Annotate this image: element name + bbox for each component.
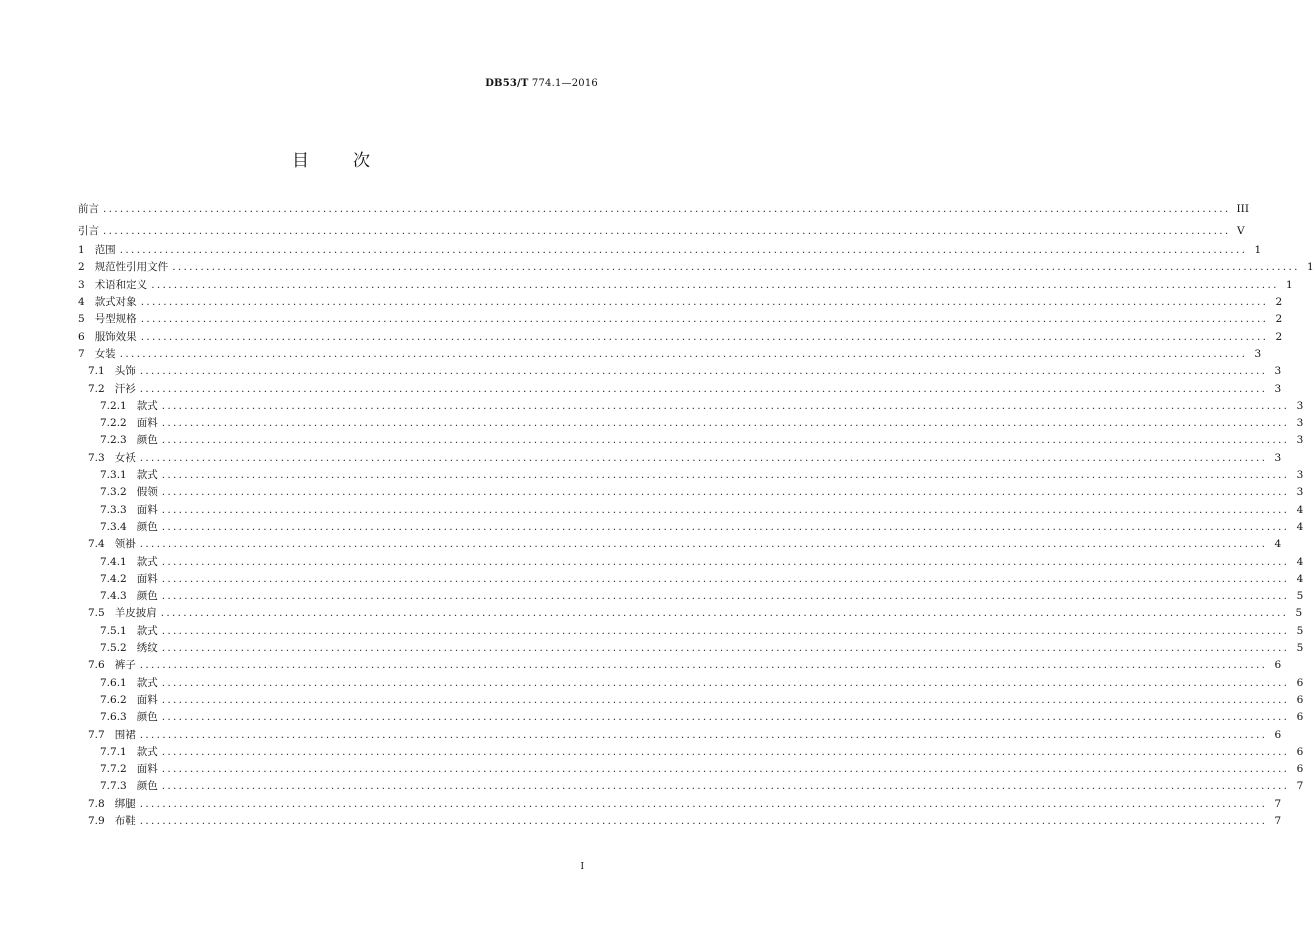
toc-entry-page: 4 bbox=[1296, 572, 1304, 585]
toc-leader-dots: ........................................................................................................................................................................................................ bbox=[161, 590, 1290, 603]
toc-leader-dots: ........................................................................................................................................................................................................ bbox=[161, 503, 1290, 516]
toc-leader-dots: ........................................................................................................................................................................................................ bbox=[139, 797, 1268, 810]
toc-entry[interactable] bbox=[78, 813, 1282, 830]
toc-entry-number: 7.4.2 bbox=[100, 572, 127, 585]
toc-entry-label: 面料 bbox=[136, 503, 158, 516]
toc-leader-dots: ........................................................................................................................................................................................................ bbox=[161, 693, 1290, 706]
toc-entry-number: 7.3.4 bbox=[100, 520, 127, 533]
toc-entry-number: 7.7.3 bbox=[100, 780, 127, 793]
toc-leader-dots: ........................................................................................................................................................................................................ bbox=[139, 659, 1268, 672]
toc-entry-page: 5 bbox=[1295, 607, 1303, 620]
toc-leader-dots: ........................................................................................................................................................................................................ bbox=[161, 780, 1290, 793]
toc-entry-number: 7.2.1 bbox=[100, 399, 127, 412]
toc-entry-page: 7 bbox=[1296, 780, 1304, 793]
toc-entry[interactable] bbox=[78, 415, 1304, 432]
toc-entry-label: 款式对象 bbox=[94, 296, 137, 309]
toc-entry[interactable] bbox=[78, 657, 1282, 674]
toc-leader-dots: ........................................................................................................................................................................................................ bbox=[139, 451, 1268, 464]
toc-entry-page: 1 bbox=[1286, 278, 1293, 291]
toc-entry[interactable] bbox=[78, 588, 1304, 605]
toc-leader-dots: ........................................................................................................................................................................................................ bbox=[119, 244, 1248, 257]
toc-entry[interactable] bbox=[78, 623, 1304, 640]
toc-entry-page: 3 bbox=[1274, 365, 1282, 378]
toc-entry[interactable] bbox=[78, 692, 1304, 709]
toc-leader-dots: ........................................................................................................................................................................................................ bbox=[161, 745, 1290, 758]
toc-entry-label: 领褂 bbox=[114, 538, 136, 551]
toc-entry[interactable] bbox=[78, 277, 1293, 294]
document-code-prefix: DB53/T bbox=[485, 78, 529, 89]
toc-leader-dots: ........................................................................................................................................................................................................ bbox=[161, 486, 1290, 499]
toc-entry[interactable] bbox=[78, 605, 1303, 622]
toc-leader-dots: ........................................................................................................................................................................................................ bbox=[139, 538, 1268, 551]
toc-entry-label: 号型规格 bbox=[94, 313, 137, 326]
toc-entry-page: 3 bbox=[1296, 434, 1304, 447]
toc-entry-label: 颜色 bbox=[136, 711, 158, 724]
toc-entry-page: 6 bbox=[1274, 659, 1282, 672]
toc-entry-number: 7.4 bbox=[88, 538, 105, 551]
toc-entry[interactable] bbox=[78, 467, 1304, 484]
toc-entry-number: 7.3.3 bbox=[100, 503, 127, 516]
toc-entry-label: 羊皮披肩 bbox=[114, 607, 157, 620]
toc-title-char-2: 次 bbox=[353, 151, 370, 171]
toc-entry[interactable] bbox=[78, 363, 1282, 380]
toc-leader-dots: ........................................................................................................................................................................................................ bbox=[161, 711, 1290, 724]
toc-entry-number: 2 bbox=[78, 261, 85, 274]
toc-entry-number: 7.7.1 bbox=[100, 745, 127, 758]
toc-entry-label: 假领 bbox=[136, 486, 158, 499]
toc-leader-dots: ........................................................................................................................................................................................................ bbox=[103, 203, 1231, 215]
toc-leader-dots: ........................................................................................................................................................................................................ bbox=[161, 676, 1290, 689]
toc-entry-page: 7 bbox=[1274, 814, 1282, 827]
toc-entry[interactable] bbox=[78, 744, 1304, 761]
toc-entry-label: 汗衫 bbox=[114, 382, 136, 395]
toc-entry-page: 7 bbox=[1274, 797, 1282, 810]
toc-entry-page: 4 bbox=[1296, 555, 1304, 568]
toc-leader-dots: ........................................................................................................................................................................................................ bbox=[103, 224, 1231, 237]
toc-entry[interactable] bbox=[78, 242, 1262, 259]
toc-entry-page: 2 bbox=[1275, 330, 1283, 343]
toc-leader-dots: ........................................................................................................................................................................................................ bbox=[139, 382, 1268, 395]
toc-entry-label: 规范性引用文件 bbox=[94, 261, 169, 274]
toc-entry-page: 6 bbox=[1296, 676, 1304, 689]
toc-entry-page: 6 bbox=[1296, 693, 1304, 706]
toc-entry[interactable] bbox=[78, 554, 1304, 571]
toc-entry-label: 绑腿 bbox=[114, 797, 136, 810]
toc-entry-label: 围裙 bbox=[114, 728, 136, 741]
toc-leader-dots: ........................................................................................................................................................................................................ bbox=[140, 296, 1269, 309]
toc-entry-label: 服饰效果 bbox=[94, 330, 137, 343]
toc-entry[interactable] bbox=[78, 484, 1304, 501]
toc-entry-page: V bbox=[1236, 224, 1245, 237]
toc-entry-number: 7.1 bbox=[88, 365, 105, 378]
toc-leader-dots: ........................................................................................................................................................................................................ bbox=[161, 399, 1290, 412]
toc-leader-dots: ........................................................................................................................................................................................................ bbox=[172, 261, 1300, 274]
toc-entry-number: 7.4.3 bbox=[100, 590, 127, 603]
toc-entry-page: 3 bbox=[1296, 469, 1304, 482]
page-number: I bbox=[580, 862, 584, 872]
toc-entry-number: 7.3.1 bbox=[100, 469, 127, 482]
toc-entry-page: 3 bbox=[1274, 382, 1282, 395]
toc-entry-label: 面料 bbox=[136, 763, 158, 776]
toc-entry[interactable] bbox=[78, 346, 1262, 363]
toc-entry[interactable] bbox=[78, 675, 1304, 692]
toc-entry[interactable] bbox=[78, 381, 1282, 398]
toc-entry-number: 7.5 bbox=[88, 607, 105, 620]
toc-leader-dots: ........................................................................................................................................................................................................ bbox=[161, 763, 1290, 776]
toc-entry-label: 款式 bbox=[136, 624, 158, 637]
toc-entry-label: 款式 bbox=[136, 469, 158, 482]
toc-entry-page: 4 bbox=[1296, 503, 1304, 516]
toc-entry-number: 7.2.3 bbox=[100, 434, 127, 447]
toc-entry-number: 7.7.2 bbox=[100, 763, 127, 776]
document-code bbox=[485, 78, 598, 89]
toc-entry[interactable] bbox=[78, 536, 1282, 553]
toc-entry-page: 4 bbox=[1274, 538, 1282, 551]
toc-entry-page: 3 bbox=[1254, 347, 1262, 360]
toc-entry[interactable] bbox=[78, 450, 1282, 467]
toc-entry[interactable] bbox=[78, 199, 1249, 221]
toc-leader-dots: ........................................................................................................................................................................................................ bbox=[161, 520, 1290, 533]
toc-entry-number: 3 bbox=[78, 278, 85, 291]
toc-entry-label: 前言 bbox=[78, 203, 99, 215]
toc-entry-page: 1 bbox=[1254, 244, 1262, 257]
toc-entry-page: III bbox=[1236, 203, 1249, 215]
toc-entry-number: 1 bbox=[78, 244, 85, 257]
toc-entry-label: 面料 bbox=[136, 572, 158, 585]
toc-entry-page: 6 bbox=[1296, 763, 1304, 776]
toc-leader-dots: ........................................................................................................................................................................................................ bbox=[161, 624, 1290, 637]
toc-entry-number: 7.5.1 bbox=[100, 624, 127, 637]
toc-entry-label: 面料 bbox=[136, 693, 158, 706]
toc-leader-dots: ........................................................................................................................................................................................................ bbox=[161, 572, 1290, 585]
toc-leader-dots: ........................................................................................................................................................................................................ bbox=[161, 434, 1290, 447]
toc-entry-page: 6 bbox=[1274, 728, 1282, 741]
toc-entry-label: 款式 bbox=[136, 555, 158, 568]
toc-entry-number: 7.6.2 bbox=[100, 693, 127, 706]
toc-entry-number: 7.9 bbox=[88, 814, 105, 827]
toc-entry-number: 7.8 bbox=[88, 797, 105, 810]
toc-entry[interactable] bbox=[78, 709, 1304, 726]
toc-entry-label: 颜色 bbox=[136, 590, 158, 603]
toc-entry-label: 款式 bbox=[136, 745, 158, 758]
toc-entry[interactable] bbox=[78, 519, 1304, 536]
toc-entry-page: 5 bbox=[1296, 624, 1304, 637]
toc-entry-number: 7.6.3 bbox=[100, 711, 127, 724]
toc-entry-page: 4 bbox=[1296, 520, 1304, 533]
toc-entry-page: 2 bbox=[1275, 313, 1283, 326]
toc-entry-page: 3 bbox=[1296, 417, 1304, 430]
toc-entry-label: 颜色 bbox=[136, 520, 158, 533]
toc-entry-label: 绣纹 bbox=[136, 642, 158, 655]
toc-entry[interactable] bbox=[78, 761, 1304, 778]
toc-entry[interactable] bbox=[78, 398, 1304, 415]
toc-entry-number: 7.2 bbox=[88, 382, 105, 395]
toc-entry[interactable] bbox=[78, 727, 1282, 744]
toc-entry-page: 3 bbox=[1296, 399, 1304, 412]
toc-leader-dots: ........................................................................................................................................................................................................ bbox=[160, 607, 1289, 620]
toc-entry-number: 7 bbox=[78, 347, 85, 360]
toc-entry[interactable] bbox=[78, 221, 1245, 243]
toc-leader-dots: ........................................................................................................................................................................................................ bbox=[161, 555, 1290, 568]
toc-entry-number: 7.6.1 bbox=[100, 676, 127, 689]
toc-entry-label: 女袄 bbox=[114, 451, 136, 464]
toc-entry-number: 7.4.1 bbox=[100, 555, 127, 568]
toc-entry-label: 范围 bbox=[94, 244, 116, 257]
toc-entry-label: 布鞋 bbox=[114, 814, 136, 827]
toc-entry-number: 4 bbox=[78, 296, 85, 309]
toc-entry[interactable] bbox=[78, 778, 1304, 795]
toc-entry[interactable] bbox=[78, 311, 1283, 328]
toc-leader-dots: ........................................................................................................................................................................................................ bbox=[161, 642, 1290, 655]
toc-entry[interactable] bbox=[78, 432, 1304, 449]
toc-entry-label: 女装 bbox=[94, 347, 116, 360]
toc-entry-label: 颜色 bbox=[136, 780, 158, 793]
toc-entry-page: 5 bbox=[1296, 642, 1304, 655]
toc-leader-dots: ........................................................................................................................................................................................................ bbox=[161, 469, 1290, 482]
toc-entry-page: 1 bbox=[1307, 261, 1314, 274]
toc-entry[interactable] bbox=[78, 259, 1314, 276]
toc-entry-number: 5 bbox=[78, 313, 85, 326]
toc-leader-dots: ........................................................................................................................................................................................................ bbox=[140, 313, 1269, 326]
toc-leader-dots: ........................................................................................................................................................................................................ bbox=[151, 278, 1279, 291]
toc-entry-number: 7.5.2 bbox=[100, 642, 127, 655]
toc-entry-number: 7.3 bbox=[88, 451, 105, 464]
toc-entry-page: 3 bbox=[1296, 486, 1304, 499]
toc-entry[interactable] bbox=[78, 294, 1283, 311]
toc-entry-label: 头饰 bbox=[114, 365, 136, 378]
table-of-contents bbox=[78, 199, 1314, 830]
toc-entry-label: 面料 bbox=[136, 417, 158, 430]
toc-entry-page: 2 bbox=[1275, 296, 1283, 309]
toc-entry-label: 裤子 bbox=[114, 659, 136, 672]
toc-entry-page: 6 bbox=[1296, 745, 1304, 758]
toc-entry[interactable] bbox=[78, 329, 1283, 346]
toc-entry-page: 3 bbox=[1274, 451, 1282, 464]
toc-entry-number: 7.7 bbox=[88, 728, 105, 741]
toc-entry-label: 款式 bbox=[136, 399, 158, 412]
toc-entry-label: 术语和定义 bbox=[94, 278, 148, 291]
toc-title bbox=[0, 146, 662, 171]
toc-entry[interactable] bbox=[78, 796, 1282, 813]
toc-leader-dots: ........................................................................................................................................................................................................ bbox=[139, 365, 1268, 378]
toc-entry-number: 7.6 bbox=[88, 659, 105, 672]
toc-entry-number: 6 bbox=[78, 330, 85, 343]
toc-leader-dots: ........................................................................................................................................................................................................ bbox=[161, 417, 1290, 430]
toc-entry[interactable] bbox=[78, 571, 1304, 588]
toc-leader-dots: ........................................................................................................................................................................................................ bbox=[139, 814, 1268, 827]
toc-entry-number: 7.3.2 bbox=[100, 486, 127, 499]
toc-entry-page: 6 bbox=[1296, 711, 1304, 724]
toc-entry-label: 颜色 bbox=[136, 434, 158, 447]
toc-leader-dots: ........................................................................................................................................................................................................ bbox=[140, 330, 1269, 343]
toc-entry-number: 7.2.2 bbox=[100, 417, 127, 430]
toc-entry-label: 款式 bbox=[136, 676, 158, 689]
toc-entry-page: 5 bbox=[1296, 590, 1304, 603]
toc-entry[interactable] bbox=[78, 502, 1304, 519]
toc-title-char-1: 目 bbox=[292, 151, 309, 171]
document-code-number: 774.1—2016 bbox=[528, 78, 598, 89]
toc-leader-dots: ........................................................................................................................................................................................................ bbox=[139, 728, 1268, 741]
toc-leader-dots: ........................................................................................................................................................................................................ bbox=[119, 347, 1248, 360]
toc-entry-label: 引言 bbox=[78, 224, 99, 237]
toc-entry[interactable] bbox=[78, 640, 1304, 657]
